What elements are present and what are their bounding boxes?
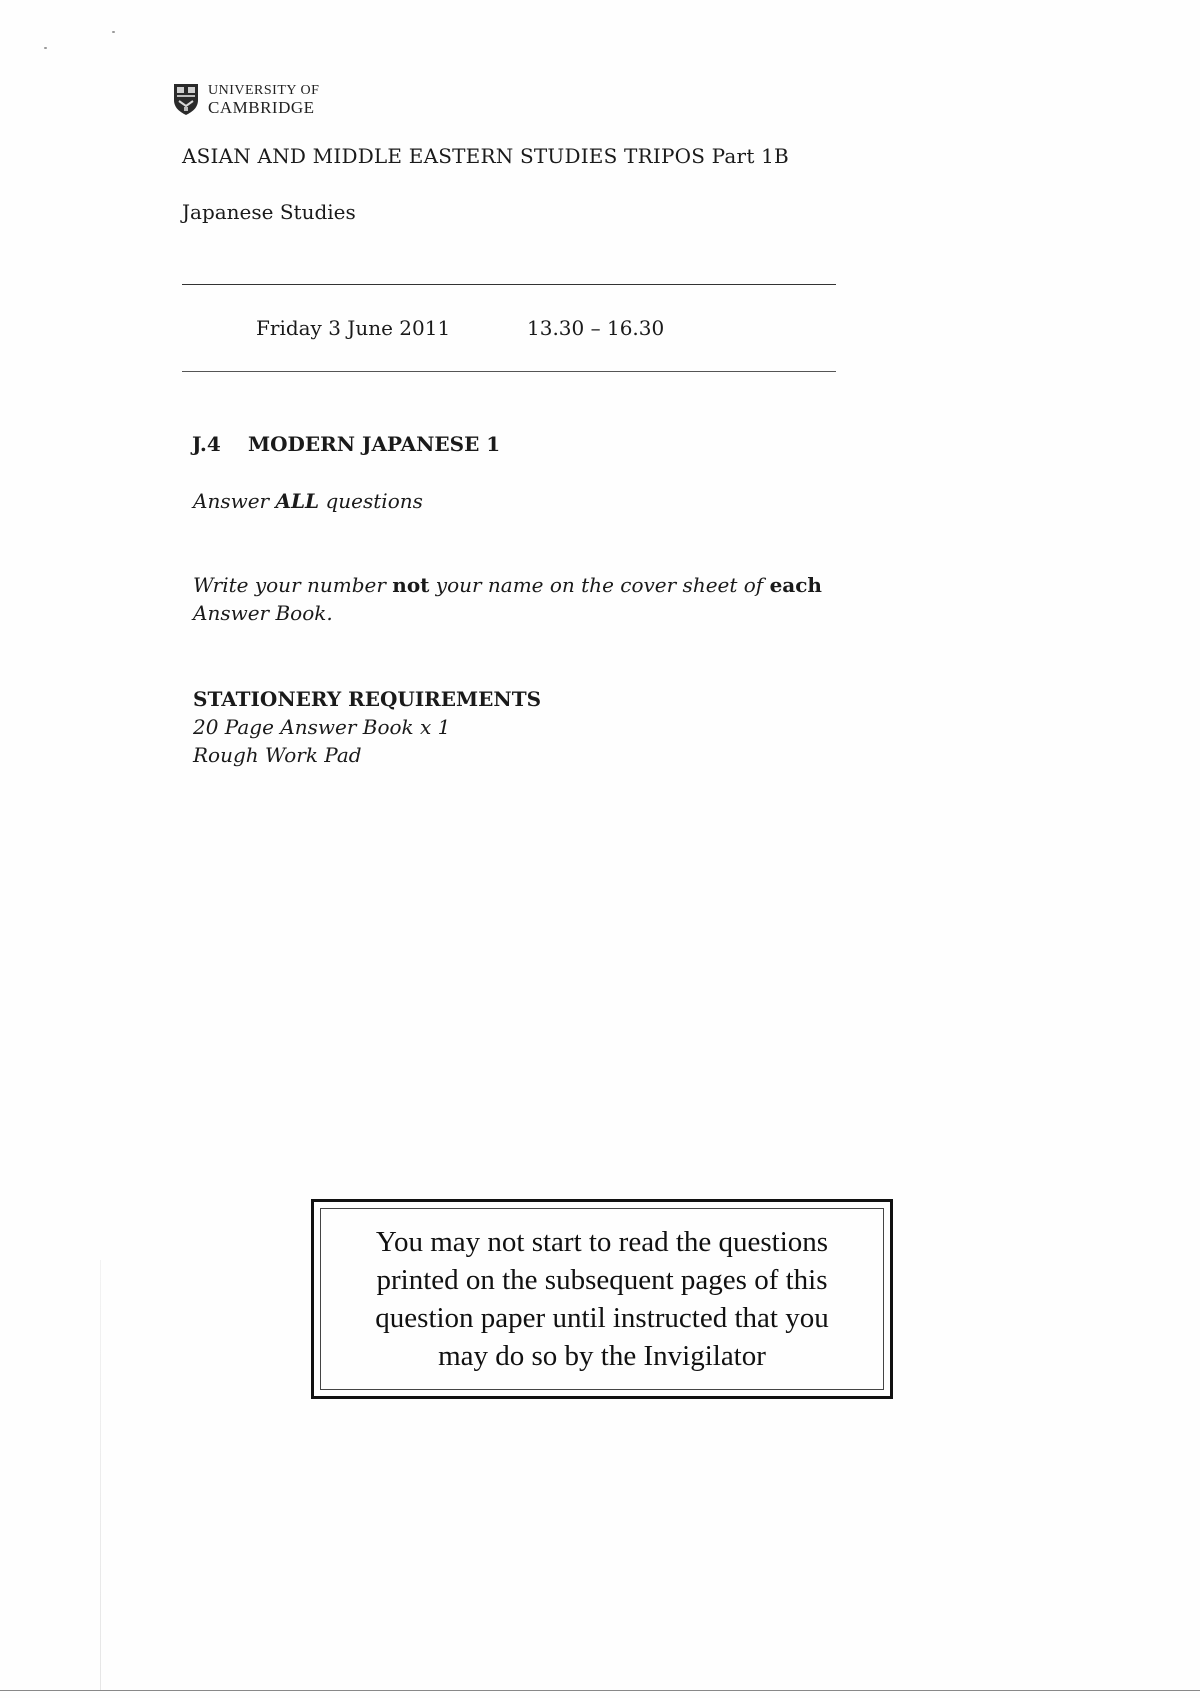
paper-code: J.4 [192, 432, 221, 456]
page-bottom-edge [0, 1690, 1200, 1691]
number-part2: your name on the cover sheet of [429, 573, 770, 597]
number-instruction [193, 573, 822, 597]
notice-inner-border [320, 1208, 884, 1390]
stationery-heading: STATIONERY REQUIREMENTS [193, 687, 542, 711]
exam-time: 13.30 – 16.30 [527, 316, 665, 340]
notice-line: question paper until instructed that you [375, 1302, 829, 1334]
number-instruction-line2: Answer Book. [193, 601, 333, 625]
number-each: each [769, 573, 822, 597]
tripos-title: ASIAN AND MIDDLE EASTERN STUDIES TRIPOS Part 1B [182, 144, 789, 168]
subject-title: Japanese Studies [182, 200, 356, 224]
university-line1: UNIVERSITY OF [208, 83, 320, 98]
cambridge-crest-icon [172, 82, 200, 116]
university-wordmark [208, 82, 319, 116]
stationery-item: 20 Page Answer Book x 1 [193, 715, 451, 739]
notice-line: You may not start to read the questions [375, 1226, 829, 1258]
answer-instruction [193, 489, 423, 513]
notice-text [321, 1223, 883, 1375]
number-part1: Write your number [193, 573, 393, 597]
number-not: not [392, 573, 430, 597]
divider-top [182, 284, 836, 285]
answer-emphasis: ALL [275, 489, 320, 513]
invigilator-notice-box [311, 1199, 893, 1399]
scan-speck [112, 31, 115, 33]
notice-line: printed on the subsequent pages of this [376, 1264, 828, 1296]
stationery-item: Rough Work Pad [193, 743, 362, 767]
paper-title: MODERN JAPANESE 1 [248, 432, 501, 456]
exam-date: Friday 3 June 2011 [256, 316, 451, 340]
answer-suffix: questions [319, 489, 423, 513]
notice-line: may do so by the Invigilator [438, 1340, 766, 1372]
answer-prefix: Answer [193, 489, 276, 513]
scan-speck [44, 47, 47, 49]
divider-bottom [182, 371, 836, 372]
scan-shadow [100, 1260, 101, 1690]
university-line2: CAMBRIDGE [208, 98, 315, 117]
university-logo [172, 82, 319, 116]
